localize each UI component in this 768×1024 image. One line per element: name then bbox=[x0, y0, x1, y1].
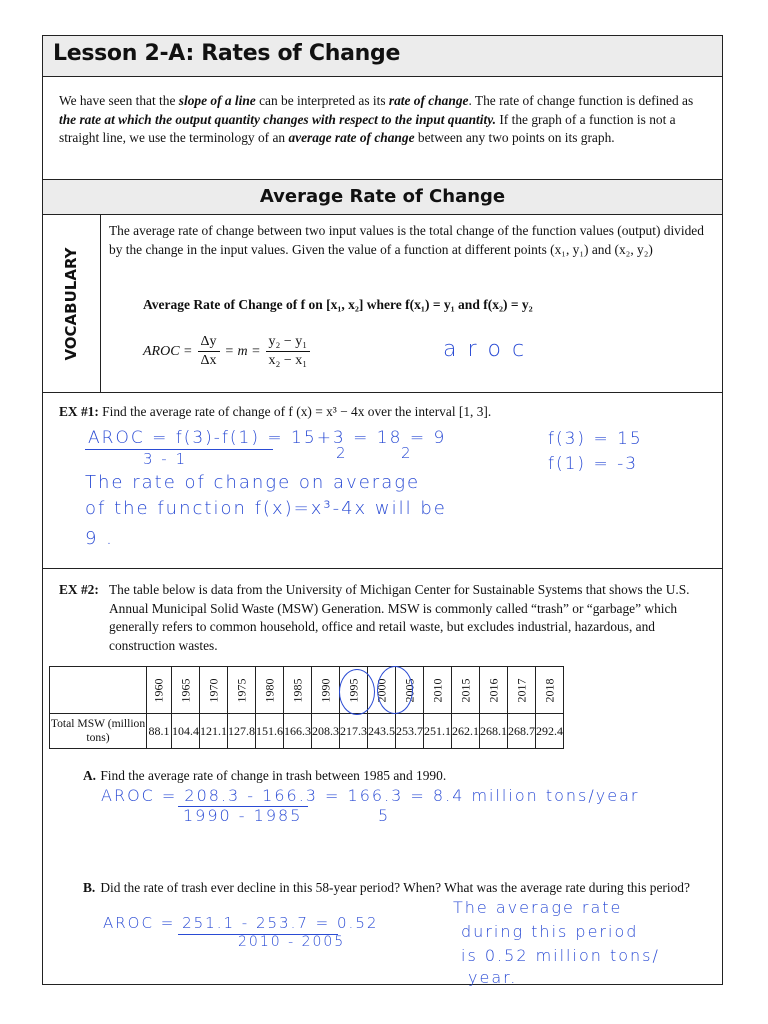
qb-hand-line6: year. bbox=[468, 968, 518, 987]
year-row bbox=[50, 667, 564, 714]
msw-value-cell: 292.4 bbox=[536, 714, 564, 749]
year-label: 1995 bbox=[346, 678, 360, 702]
qa-hand-den2: 5 bbox=[378, 806, 391, 825]
example-2-text: The table below is data from the University of Michigan Center for Sustainable Systems that shows the U.S. Annual Municipal Solid Waste (MSW) Generation. MSW is commonly called “trash” or “garbage” which generally refers to common household, office and retail waste, but excludes industrial, hazardous, and construction wastes. bbox=[109, 582, 690, 653]
ex1-hand-f1: f(1) = -3 bbox=[548, 454, 639, 474]
circle-1985 bbox=[339, 669, 375, 715]
year-label: 1985 bbox=[290, 678, 304, 702]
ex1-hand-sentence2: of the function f(x)=x³-4x will be bbox=[85, 498, 447, 519]
qb-hand-line5: is 0.52 million tons/ bbox=[461, 946, 660, 965]
table-corner bbox=[50, 667, 147, 714]
ex1-hand-den3: 2 bbox=[401, 444, 413, 462]
aroc-lhs: AROC = bbox=[143, 343, 193, 359]
year-label: 2005 bbox=[402, 678, 416, 702]
vocabulary-box bbox=[43, 215, 722, 393]
year-header bbox=[228, 667, 256, 714]
intro-emphasis: slope of a line bbox=[178, 93, 256, 108]
section-header bbox=[43, 179, 722, 215]
handwritten-aroc: a r o c bbox=[443, 337, 527, 362]
delta-fraction bbox=[198, 333, 220, 370]
year-label: 2017 bbox=[514, 678, 528, 702]
value-row bbox=[50, 714, 564, 749]
msw-value-cell: 253.7 bbox=[396, 714, 424, 749]
worksheet-page bbox=[42, 35, 723, 985]
vocabulary-label: VOCABULARY bbox=[62, 247, 80, 361]
msw-value-cell: 268.7 bbox=[508, 714, 536, 749]
qb-hand-line4: during this period bbox=[461, 922, 639, 941]
example-2-label: EX #2: bbox=[59, 582, 99, 597]
qb-hand-line3: The average rate bbox=[453, 898, 623, 917]
year-header bbox=[147, 667, 172, 714]
year-label: 1990 bbox=[318, 678, 332, 702]
year-label: 2015 bbox=[458, 678, 472, 702]
year-header bbox=[256, 667, 284, 714]
ex1-hand-sentence3: 9 . bbox=[85, 528, 114, 549]
year-header bbox=[452, 667, 480, 714]
title-bar bbox=[43, 36, 722, 77]
question-b bbox=[83, 879, 703, 898]
year-header bbox=[172, 667, 200, 714]
msw-value-cell: 268.1 bbox=[480, 714, 508, 749]
year-header bbox=[536, 667, 564, 714]
page-title: Lesson 2-A: Rates of Change bbox=[53, 41, 401, 66]
delta-y: Δy bbox=[198, 333, 220, 352]
section-title: Average Rate of Change bbox=[259, 186, 506, 207]
msw-table bbox=[49, 666, 564, 749]
slope-numerator: y₂ − y₁ bbox=[266, 333, 311, 352]
year-label: 2000 bbox=[374, 678, 388, 702]
qa-hand-line1: AROC = 208.3 - 166.3 = 166.3 = 8.4 million tons/year bbox=[101, 786, 640, 805]
intro-emphasis: average rate of change bbox=[288, 130, 415, 145]
intro-paragraph bbox=[59, 92, 709, 148]
msw-value-cell: 104.4 bbox=[172, 714, 200, 749]
year-label: 2016 bbox=[486, 678, 500, 702]
question-a-letter: A. bbox=[83, 768, 97, 783]
example-1-text: Find the average rate of change of f (x) = x³ − 4x over the interval [1, 3]. bbox=[98, 404, 492, 419]
year-label: 2018 bbox=[542, 678, 556, 702]
year-header bbox=[508, 667, 536, 714]
qb-hand-denominator: 2010 - 2005 bbox=[238, 934, 346, 950]
example-2-prompt bbox=[59, 581, 709, 655]
ex1-hand-line1: AROC = f(3)-f(1) = 15+3 = 18 = 9 bbox=[88, 428, 447, 448]
example-1-prompt bbox=[59, 404, 491, 420]
intro-emphasis: rate of change bbox=[388, 93, 469, 108]
question-a-text: Find the average rate of change in trash between 1985 and 1990. bbox=[100, 768, 447, 783]
slope-fraction bbox=[266, 333, 311, 370]
year-header bbox=[200, 667, 228, 714]
msw-value-cell: 127.8 bbox=[228, 714, 256, 749]
intro-text: between any two points on its graph. bbox=[414, 130, 615, 145]
question-b-text: Did the rate of trash ever decline in this 58-year period? When? What was the average rate during this period? bbox=[100, 880, 690, 895]
msw-value-cell: 121.1 bbox=[200, 714, 228, 749]
ex1-hand-denominator: 3 - 1 bbox=[143, 450, 188, 468]
row-header: Total MSW (million tons) bbox=[50, 714, 147, 749]
equals-m: = m = bbox=[224, 343, 261, 359]
ex1-hand-den2: 2 bbox=[336, 444, 348, 462]
section-divider bbox=[43, 568, 722, 569]
ex1-hand-sentence1: The rate of change on average bbox=[85, 472, 421, 493]
year-label: 2010 bbox=[430, 678, 444, 702]
example-1-label: EX #1: bbox=[59, 404, 99, 419]
vocabulary-definition: The average rate of change between two input values is the total change of the function values (output) divided by the change in the input values. Given the value of a function at different points (x₁, y₁) and (x₂, y₂) bbox=[109, 223, 704, 257]
slope-denominator: x₂ − x₁ bbox=[268, 353, 308, 368]
year-header bbox=[284, 667, 312, 714]
aroc-formula bbox=[143, 333, 310, 370]
year-header bbox=[480, 667, 508, 714]
year-label: 1975 bbox=[234, 678, 248, 702]
question-b-letter: B. bbox=[83, 880, 96, 895]
delta-x: Δx bbox=[200, 353, 217, 368]
msw-value-cell: 262.1 bbox=[452, 714, 480, 749]
intro-text: If the graph of a function is not a straight line, we use the terminology of an bbox=[59, 111, 676, 145]
ex1-hand-f3: f(3) = 15 bbox=[548, 429, 643, 449]
qa-hand-denominator: 1990 - 1985 bbox=[183, 806, 303, 825]
intro-text: can be interpreted as its bbox=[255, 93, 389, 108]
year-header bbox=[424, 667, 452, 714]
msw-value-cell: 166.3 bbox=[284, 714, 312, 749]
intro-text: . The rate of change function is defined as bbox=[468, 93, 694, 108]
msw-value-cell: 88.1 bbox=[147, 714, 172, 749]
msw-value-cell: 251.1 bbox=[424, 714, 452, 749]
question-a bbox=[83, 767, 446, 786]
msw-value-cell: 217.3 bbox=[340, 714, 368, 749]
intro-emphasis: the rate at which the output quantity changes with respect to the input quantity. bbox=[59, 111, 496, 127]
year-label: 1965 bbox=[178, 678, 192, 702]
vocabulary-side-label bbox=[43, 215, 101, 392]
formula-heading: Average Rate of Change of f on [x₁, x₂] where f(x₁) = y₁ and f(x₂) = y₂ bbox=[143, 297, 533, 312]
msw-value-cell: 208.3 bbox=[312, 714, 340, 749]
msw-value-cell: 243.5 bbox=[368, 714, 396, 749]
year-label: 1960 bbox=[151, 678, 166, 702]
year-label: 1980 bbox=[262, 678, 276, 702]
year-header bbox=[312, 667, 340, 714]
qb-hand-line1: AROC = 251.1 - 253.7 = 0.52 bbox=[103, 914, 379, 932]
year-label: 1970 bbox=[206, 678, 220, 702]
msw-value-cell: 151.6 bbox=[256, 714, 284, 749]
circle-1990 bbox=[377, 666, 413, 714]
intro-text: We have seen that the bbox=[59, 93, 179, 108]
